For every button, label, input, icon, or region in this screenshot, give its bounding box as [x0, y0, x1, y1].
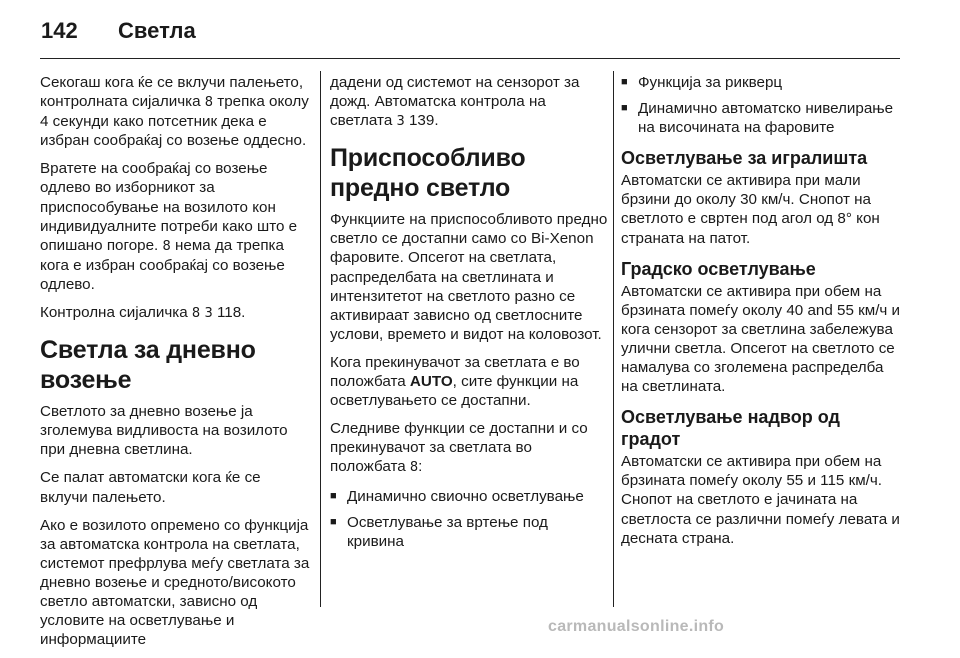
column-divider-2 — [613, 71, 614, 607]
page-number: 142 — [41, 18, 78, 43]
paragraph: Се палат автоматски кога ќе се вклучи палењето. — [40, 469, 261, 506]
warning-lamp-icon: 8 — [204, 95, 214, 111]
paragraph: Автоматски се активира при мали брзини до околу 30 км/ч. Снопот на светлото е свртен под агол од 8° кон страната на патот. — [621, 172, 880, 247]
column-2 — [330, 73, 608, 560]
page-reference-arrow-icon: 3 — [396, 114, 405, 130]
warning-lamp-icon: 8 — [191, 306, 201, 322]
header-rule — [40, 58, 900, 59]
low-beam-icon: 8 — [409, 460, 419, 476]
paragraph: Следниве функции се достапни и со прекинувачот за светлата во положбата 8: — [330, 420, 588, 476]
paragraph: Автоматски се активира при обем на брзината помеѓу околу 55 и 115 км/ч. Снопот на светлото е јачината на светлоста се различни помеѓу левата и десната страна. — [621, 453, 900, 547]
watermark: carmanualsonline.info — [548, 618, 725, 635]
list-item: ■ Осветлување за вртење под кривина — [330, 513, 608, 551]
column-3 — [621, 73, 903, 557]
paragraph: Вратете на сообраќај со возење одлево во изборникот за приспособување на возилото кон индивидуалните потреби како што е опишано погоре. 8 нема да трепка кога е избран сообраќај со возење одлево. — [40, 160, 298, 293]
subsection-heading: Осветлување надвор од градот — [621, 407, 840, 450]
paragraph: Светлото за дневно возење ја зголемува видливоста на возилото при дневна светлина. — [40, 403, 288, 459]
paragraph: Секогаш кога ќе се вклучи палењето, контролната сијаличка 8 трепка околу 4 секунди како потсетник дека е избран сообраќај со возење оддесно. — [40, 74, 309, 150]
paragraph: Автоматски се активира при обем на брзината помеѓу околу 40 and 55 км/ч и кога сензорот за светлина забележува улични светла. Опсегот на светлото се намалува со зголемена распределба на светлината. — [621, 282, 901, 396]
bullet-list — [330, 487, 608, 551]
section-heading: Приспособливо предно светло — [330, 144, 526, 203]
paragraph: дадени од системот на сензорот за дожд. Автоматска контрола на светлата 3 139. — [330, 74, 580, 130]
subsection-heading: Осветлување за игралишта — [621, 148, 868, 169]
paragraph: Кога прекинувачот за светлата е во положбата AUTO, сите функции на осветлувањето се достапни. — [330, 353, 580, 410]
list-item: ■ Функција за рикверц — [621, 73, 903, 92]
page-reference-arrow-icon: 3 — [204, 306, 213, 322]
paragraph: Контролна сијаличка 8 3 118. — [40, 304, 246, 322]
column-1 — [40, 73, 310, 658]
page-title: Светла — [118, 18, 196, 43]
paragraph: Ако е возилото опремено со функција за автоматска контрола на светлата, системот префрлува меѓу светлата за дневно возење и средното/високото светло автоматски, зависно од условите на осветлување и информациите — [40, 516, 310, 649]
subsection-heading: Градско осветлување — [621, 258, 816, 279]
column-divider-1 — [320, 71, 321, 607]
paragraph: Функциите на приспособливото предно светло се достапни само со Bi-Xenon фаровите. Опсегот на светлата, распределбата на светлината и интензитетот на светлото разно се активираат зависно од светлосните услови, времето и видот на коловозот. — [330, 211, 608, 343]
list-item: ■ Динамично свиочно осветлување — [330, 487, 608, 506]
bullet-list — [621, 73, 903, 137]
list-item: ■ Динамично автоматско нивелирање на височината на фаровите — [621, 99, 903, 137]
page-header — [0, 0, 960, 58]
warning-lamp-icon: 8 — [162, 238, 171, 254]
section-heading: Светла за дневно возење — [40, 336, 256, 395]
auto-position-label: AUTO — [409, 373, 453, 391]
